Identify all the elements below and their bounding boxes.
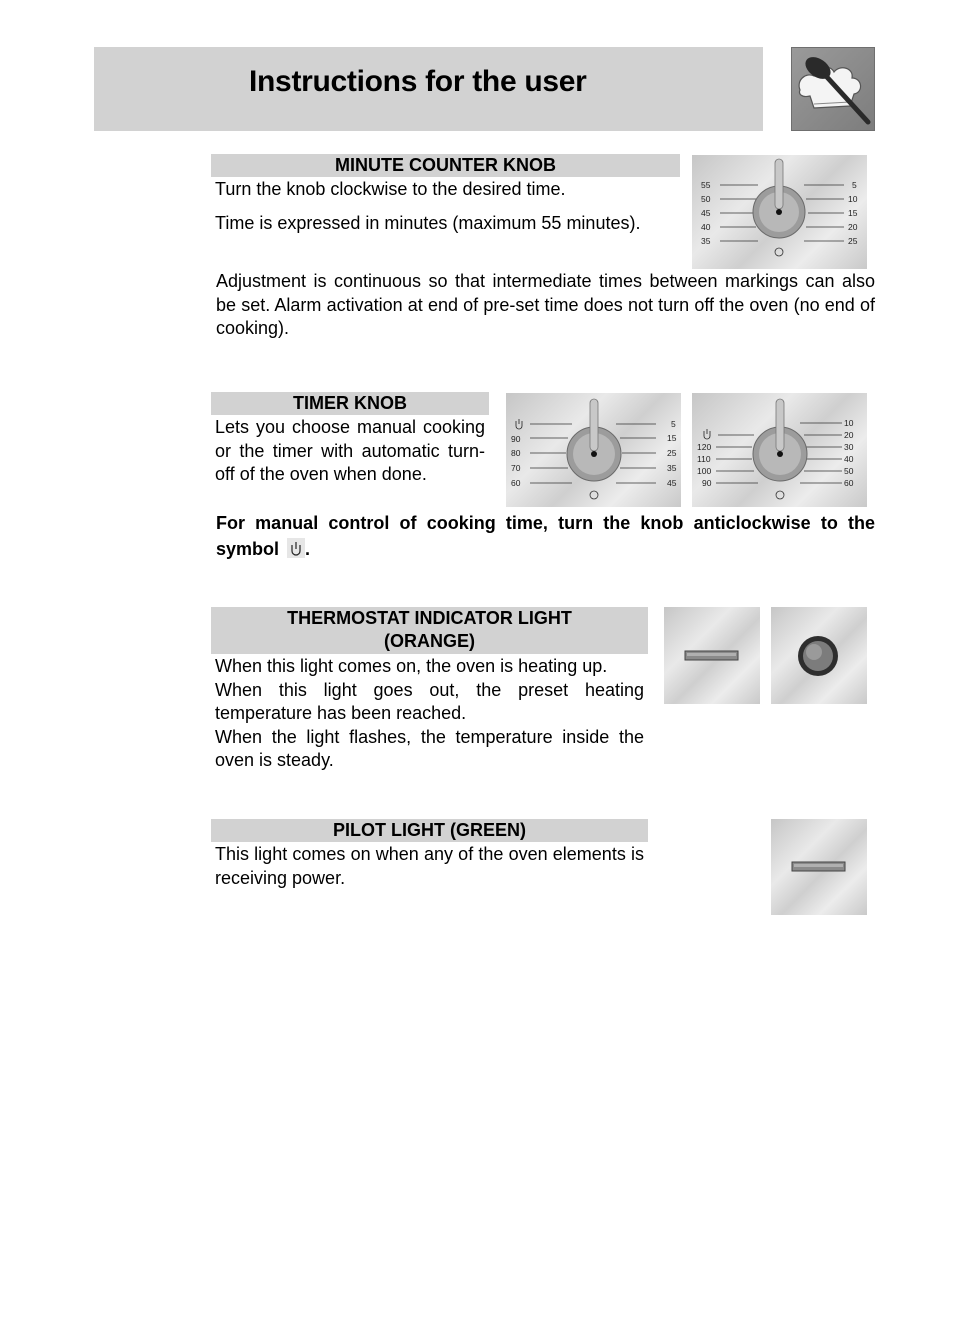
manual-hand-icon (704, 429, 710, 439)
timer-knob-image-1 (506, 393, 681, 507)
timer2-label-40: 40 (844, 454, 854, 464)
timer2-label-120: 120 (697, 442, 712, 452)
header-bar (94, 47, 763, 131)
thermostat-p2: When this light goes out, the preset heating temperature has been reached. (215, 679, 644, 723)
pilot-heading: PILOT LIGHT (GREEN) (211, 819, 648, 842)
minute-knob-label-35: 35 (701, 236, 711, 246)
timer-manual-instruction (216, 510, 875, 562)
thermostat-light-round-image (771, 607, 867, 704)
minute-counter-heading: MINUTE COUNTER KNOB (211, 154, 680, 177)
timer2-label-10: 10 (844, 418, 854, 428)
timer1-label-60: 60 (511, 478, 521, 488)
timer2-label-50: 50 (844, 466, 854, 476)
pilot-p1: This light comes on when any of the oven elements is receiving power. (215, 844, 644, 888)
thermostat-light-rect-image (664, 607, 760, 704)
minute-counter-knob-image (692, 155, 867, 269)
timer2-label-90: 90 (702, 478, 712, 488)
timer1-label-35: 35 (667, 463, 677, 473)
timer-heading: TIMER KNOB (211, 392, 489, 415)
timer1-label-15: 15 (667, 433, 677, 443)
minute-knob-label-5: 5 (852, 180, 857, 190)
minute-knob-label-40: 40 (701, 222, 711, 232)
timer-p1: Lets you choose manual cooking or the timer with automatic turn-off of the oven when done. (215, 417, 485, 484)
timer2-label-60: 60 (844, 478, 854, 488)
timer1-label-5: 5 (671, 419, 676, 429)
timer-bold-end: . (305, 539, 311, 559)
minute-knob-label-25: 25 (848, 236, 858, 246)
timer1-label-25: 25 (667, 448, 677, 458)
timer2-label-110: 110 (697, 454, 711, 464)
timer1-label-80: 80 (511, 448, 521, 458)
timer1-label-90: 90 (511, 434, 521, 444)
chef-hat-spoon-icon (791, 47, 875, 131)
thermostat-text (215, 655, 644, 773)
minute-knob-label-45: 45 (701, 208, 711, 218)
timer-knob-image-2 (692, 393, 867, 507)
timer-bold-text: For manual control of cooking time, turn the knob anticlockwise to the symbol (216, 513, 875, 559)
manual-hand-icon (516, 419, 522, 429)
minute-knob-label-55: 55 (701, 180, 711, 190)
timer2-label-100: 100 (697, 466, 712, 476)
manual-hand-icon (287, 538, 305, 558)
pilot-light-image (771, 819, 867, 915)
thermostat-p3: When the light flashes, the temperature inside the oven is steady. (215, 726, 644, 770)
minute-counter-p2: Time is expressed in minutes (maximum 55 minutes). (215, 212, 641, 233)
minute-counter-p1: Turn the knob clockwise to the desired time. (215, 179, 566, 199)
page-title: Instructions for the user (249, 65, 587, 98)
timer2-label-20: 20 (844, 430, 854, 440)
minute-knob-label-15: 15 (848, 208, 858, 218)
minute-knob-label-20: 20 (848, 222, 858, 232)
thermostat-heading: THERMOSTAT INDICATOR LIGHT (ORANGE) (211, 607, 648, 654)
minute-knob-label-10: 10 (848, 194, 858, 204)
timer1-label-45: 45 (667, 478, 677, 488)
thermostat-p1: When this light comes on, the oven is heating up. (215, 656, 608, 676)
timer1-label-70: 70 (511, 463, 521, 473)
minute-knob-label-50: 50 (701, 194, 711, 204)
timer2-label-30: 30 (844, 442, 854, 452)
minute-counter-p3: Adjustment is continuous so that intermediate times between markings can also be set. Alarm activation at end of pre-set time does not turn off the oven (no end of cooking). (216, 271, 875, 338)
minute-counter-text (215, 178, 676, 235)
